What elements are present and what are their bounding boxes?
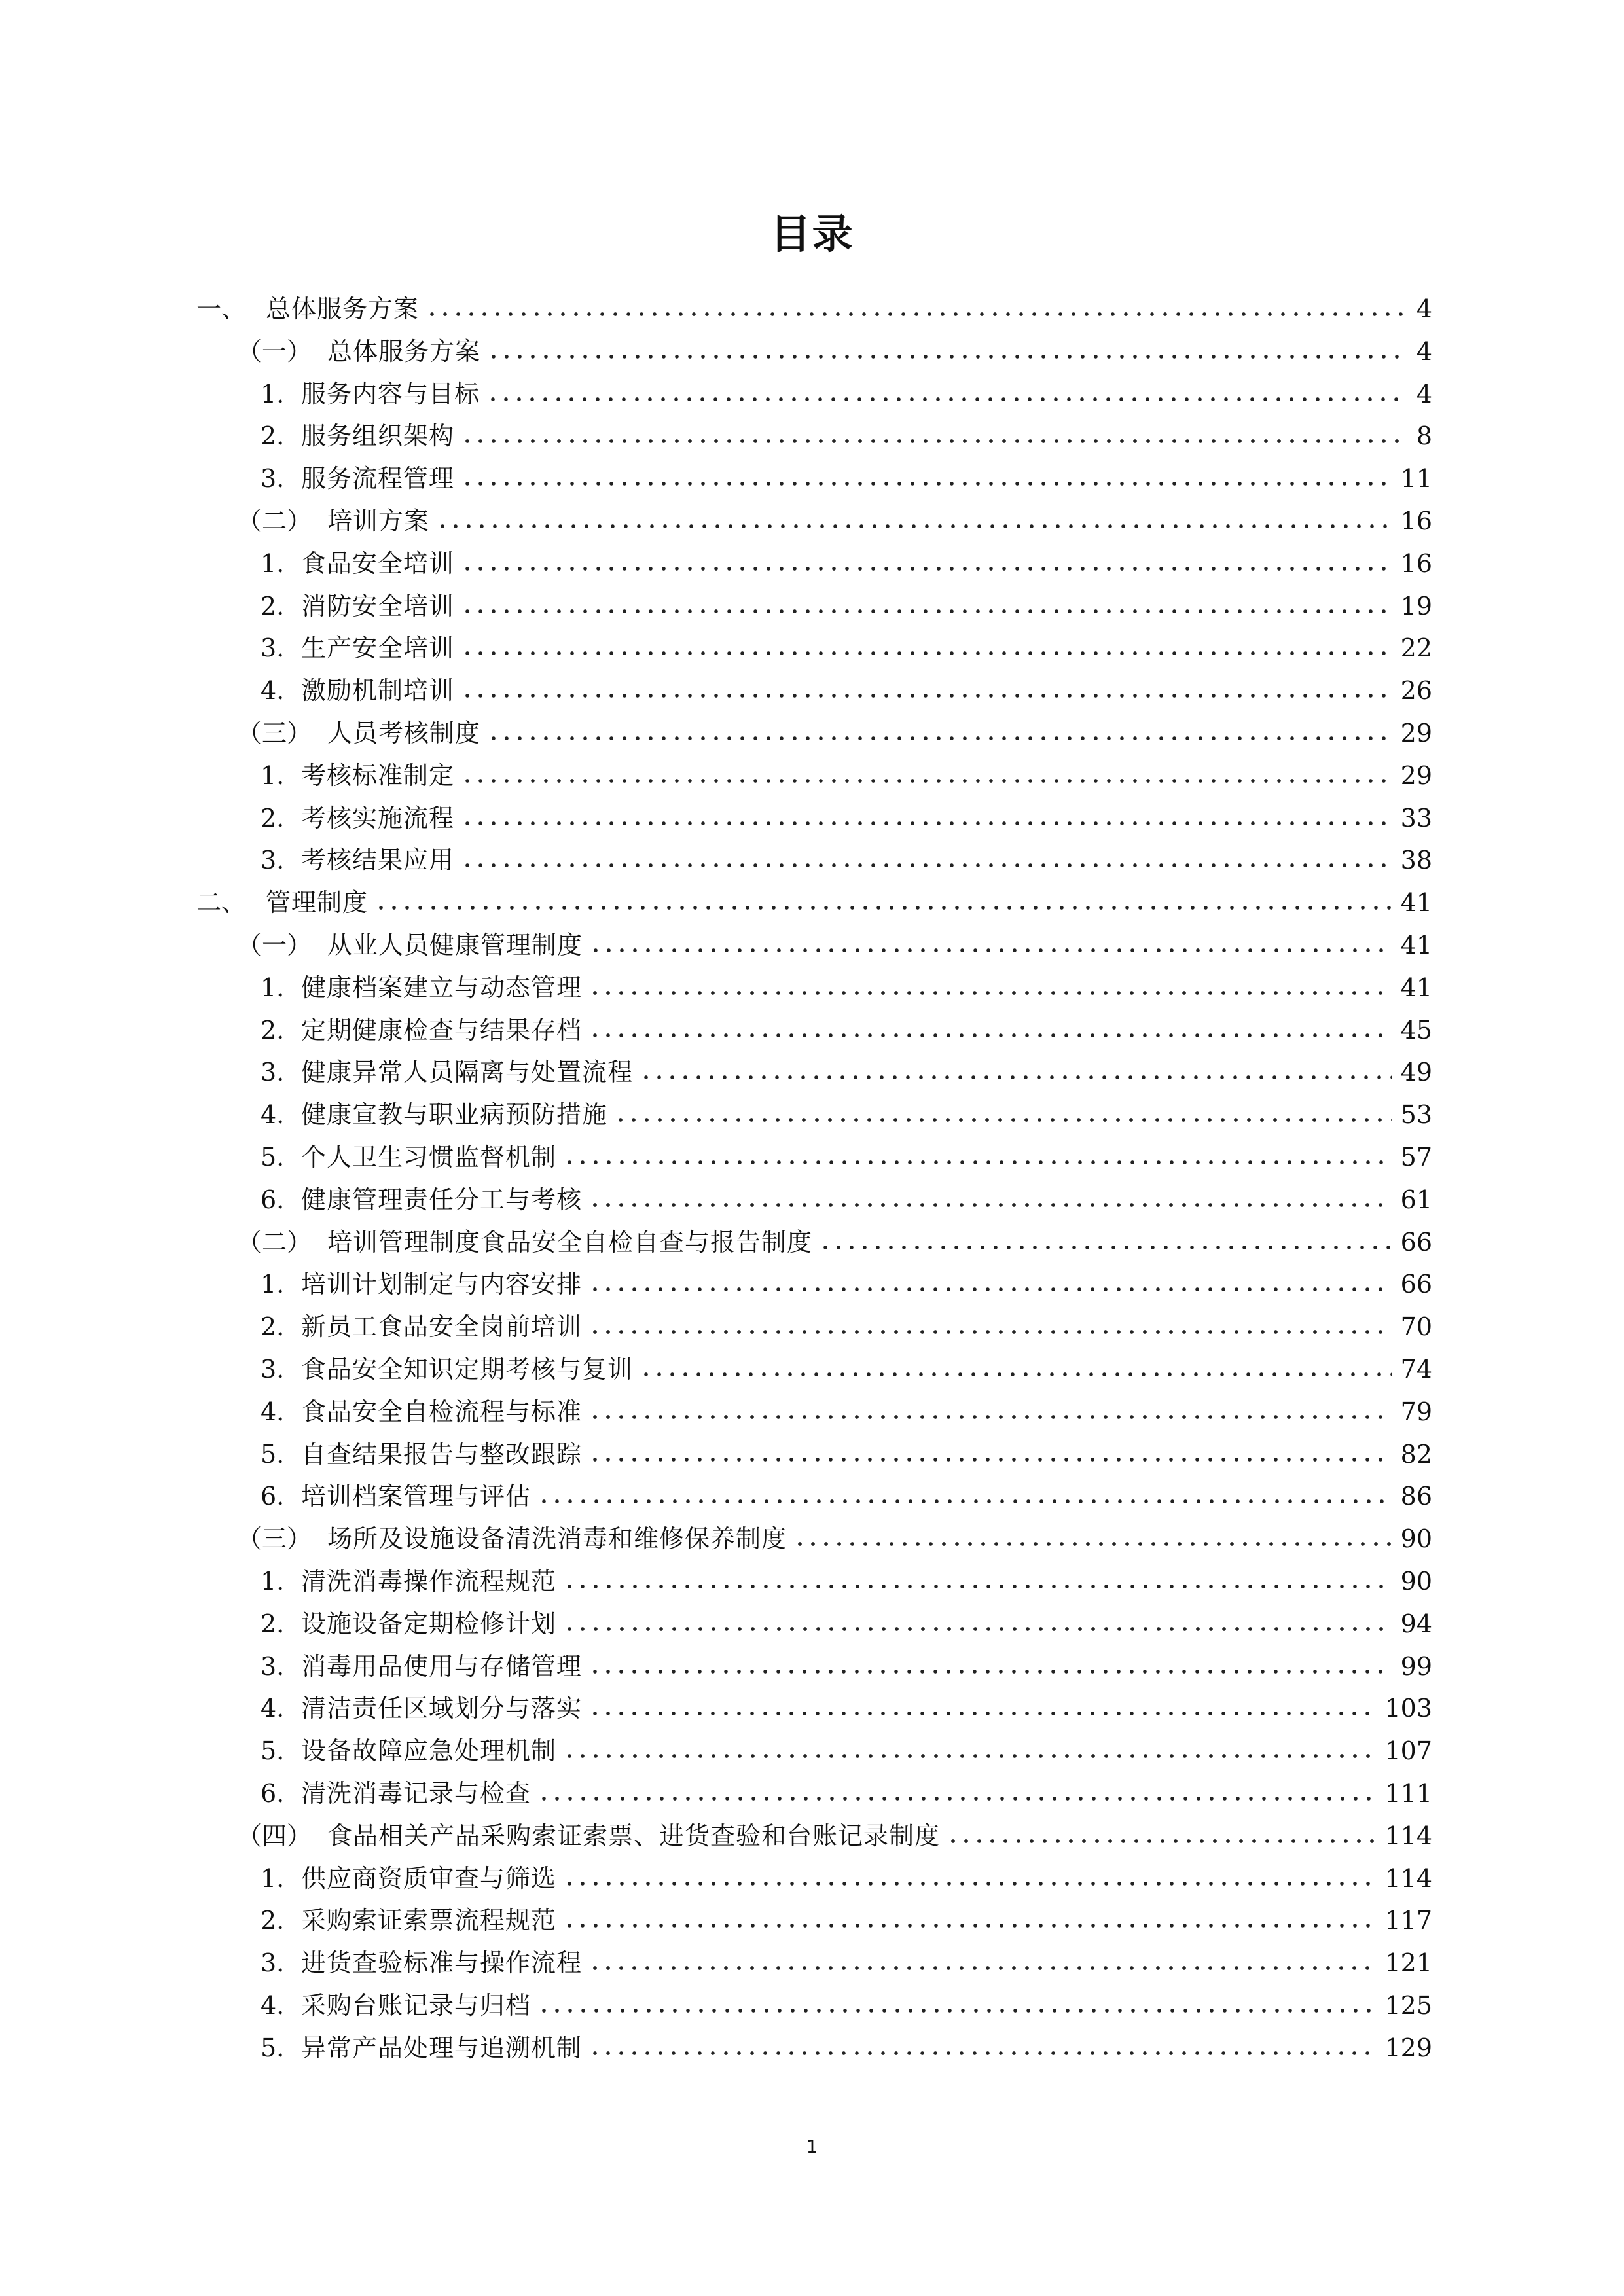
toc-entry[interactable] bbox=[261, 580, 1432, 622]
toc-entry-title: 健康档案建立与动态管理 bbox=[301, 973, 583, 1002]
toc-dot-leader bbox=[640, 1073, 1392, 1081]
toc-dot-leader bbox=[461, 861, 1392, 869]
toc-entry[interactable] bbox=[261, 1300, 1432, 1342]
toc-dot-leader bbox=[640, 1371, 1392, 1378]
toc-entry-page: 129 bbox=[1384, 2034, 1432, 2062]
toc-entry[interactable] bbox=[261, 1598, 1432, 1640]
toc-entry-title: 服务组织架构 bbox=[301, 422, 455, 450]
toc-entry-number: 6. bbox=[261, 1185, 285, 1214]
toc-entry-title: 健康异常人员隔离与处置流程 bbox=[301, 1058, 634, 1086]
toc-dot-leader bbox=[461, 480, 1392, 488]
toc-entry-page: 33 bbox=[1400, 804, 1432, 833]
toc-entry-page: 82 bbox=[1400, 1440, 1432, 1469]
toc-entry[interactable] bbox=[261, 1767, 1432, 1809]
toc-entry[interactable] bbox=[237, 919, 1432, 961]
toc-entry-number: （二） bbox=[237, 1228, 312, 1257]
toc-entry-number: 3. bbox=[261, 1652, 285, 1681]
toc-dot-leader bbox=[588, 1413, 1392, 1421]
toc-entry[interactable] bbox=[261, 622, 1432, 664]
toc-dot-leader bbox=[486, 395, 1407, 403]
toc-entry-number: 3. bbox=[261, 1058, 285, 1086]
toc-entry-page: 117 bbox=[1384, 1906, 1432, 1935]
toc-entry[interactable] bbox=[261, 1937, 1432, 1979]
toc-dot-leader bbox=[588, 1201, 1392, 1209]
toc-entry-title: 消毒用品使用与存储管理 bbox=[301, 1652, 583, 1681]
toc-entry-page: 74 bbox=[1400, 1355, 1432, 1384]
toc-entry-page: 4 bbox=[1416, 337, 1432, 366]
toc-entry-title: 培训计划制定与内容安排 bbox=[301, 1270, 583, 1299]
toc-entry-title: 异常产品处理与追溯机制 bbox=[301, 2034, 583, 2062]
toc-dot-leader bbox=[588, 1328, 1392, 1336]
toc-entry[interactable] bbox=[261, 961, 1432, 1003]
toc-entry-title: 服务内容与目标 bbox=[301, 380, 480, 408]
toc-entry-page: 125 bbox=[1384, 1991, 1432, 2020]
toc-entry-page: 107 bbox=[1384, 1736, 1432, 1765]
toc-entry-page: 29 bbox=[1400, 719, 1432, 747]
toc-entry-page: 61 bbox=[1400, 1185, 1432, 1214]
toc-entry-title: 定期健康检查与结果存档 bbox=[301, 1016, 583, 1045]
toc-dot-leader bbox=[819, 1244, 1392, 1251]
toc-entry-page: 90 bbox=[1400, 1524, 1432, 1553]
toc-entry-page: 41 bbox=[1400, 888, 1432, 917]
toc-entry-title: 供应商资质审查与筛选 bbox=[301, 1864, 557, 1893]
toc-entry-title: 服务流程管理 bbox=[301, 464, 455, 493]
toc-dot-leader bbox=[461, 607, 1392, 615]
toc-entry-number: 2. bbox=[261, 804, 285, 833]
toc-entry-number: 6. bbox=[261, 1482, 285, 1511]
toc-entry-page: 4 bbox=[1416, 380, 1432, 408]
toc-entry-title: 考核实施流程 bbox=[301, 804, 455, 833]
toc-entry[interactable] bbox=[261, 1979, 1432, 2021]
toc-entry-number: （一） bbox=[237, 337, 312, 366]
toc-entry-page: 45 bbox=[1400, 1016, 1432, 1045]
toc-entry[interactable] bbox=[261, 792, 1432, 834]
toc-dot-leader bbox=[436, 522, 1392, 530]
toc-entry-page: 41 bbox=[1400, 931, 1432, 960]
toc-entry-title: 生产安全培训 bbox=[301, 634, 455, 662]
toc-entry-number: 1. bbox=[261, 1567, 285, 1596]
toc-entry[interactable] bbox=[237, 1216, 1432, 1258]
toc-entry[interactable] bbox=[237, 325, 1432, 367]
toc-entry-number: （一） bbox=[237, 931, 312, 960]
toc-dot-leader bbox=[461, 649, 1392, 657]
toc-entry-number: （三） bbox=[237, 719, 312, 747]
toc-entry[interactable] bbox=[261, 749, 1432, 791]
toc-entry-title: 自查结果报告与整改跟踪 bbox=[301, 1440, 583, 1469]
toc-entry-title: 总体服务方案 bbox=[266, 295, 420, 323]
toc-entry-page: 16 bbox=[1400, 549, 1432, 578]
toc-entry-page: 66 bbox=[1400, 1270, 1432, 1299]
toc-entry-page: 70 bbox=[1400, 1312, 1432, 1341]
toc-entry-number: 3. bbox=[261, 1948, 285, 1977]
toc-entry-number: 4. bbox=[261, 1694, 285, 1723]
toc-entry-number: 5. bbox=[261, 1440, 285, 1469]
toc-entry[interactable] bbox=[261, 1046, 1432, 1088]
toc-dot-leader bbox=[461, 777, 1392, 785]
toc-entry-number: 1. bbox=[261, 1270, 285, 1299]
toc-entry-title: 进货查验标准与操作流程 bbox=[301, 1948, 583, 1977]
toc-entry-page: 111 bbox=[1384, 1779, 1432, 1808]
toc-entry[interactable] bbox=[261, 410, 1432, 452]
toc-dot-leader bbox=[614, 1116, 1392, 1124]
toc-entry-page: 19 bbox=[1400, 592, 1432, 620]
toc-entry-title: 从业人员健康管理制度 bbox=[327, 931, 583, 960]
toc-dot-leader bbox=[537, 1795, 1375, 1803]
toc-entry-title: 设备故障应急处理机制 bbox=[301, 1736, 557, 1765]
toc-entry[interactable] bbox=[261, 1852, 1432, 1894]
toc-entry-number: 4. bbox=[261, 1991, 285, 2020]
toc-entry[interactable] bbox=[261, 1258, 1432, 1300]
toc-dot-leader bbox=[537, 2007, 1375, 2015]
toc-dot-leader bbox=[563, 1625, 1392, 1633]
toc-entry[interactable] bbox=[261, 1555, 1432, 1597]
toc-entry-title: 清洁责任区域划分与落实 bbox=[301, 1694, 583, 1723]
toc-entry-page: 29 bbox=[1400, 761, 1432, 790]
page-number: 1 bbox=[806, 2136, 818, 2157]
toc-entry-page: 11 bbox=[1400, 464, 1432, 493]
toc-entry[interactable] bbox=[261, 1131, 1432, 1173]
toc-dot-leader bbox=[588, 1456, 1392, 1463]
toc-entry-title: 考核结果应用 bbox=[301, 846, 455, 874]
toc-dot-leader bbox=[374, 904, 1392, 912]
toc-dot-leader bbox=[563, 1158, 1392, 1166]
toc-entry-page: 57 bbox=[1400, 1143, 1432, 1172]
toc-dot-leader bbox=[947, 1837, 1375, 1845]
toc-entry-page: 22 bbox=[1400, 634, 1432, 662]
toc-entry-page: 114 bbox=[1384, 1864, 1432, 1893]
toc-entry-page: 53 bbox=[1400, 1100, 1432, 1129]
toc-entry[interactable] bbox=[261, 1428, 1432, 1470]
toc-entry-number: 5. bbox=[261, 1143, 285, 1172]
toc-dot-leader bbox=[563, 1583, 1392, 1590]
toc-entry-page: 49 bbox=[1400, 1058, 1432, 1086]
toc-entry[interactable] bbox=[261, 1343, 1432, 1385]
toc-entry-number: 1. bbox=[261, 549, 285, 578]
toc-entry[interactable] bbox=[196, 283, 1432, 325]
toc-entry-page: 121 bbox=[1384, 1948, 1432, 1977]
toc-entry-number: 1. bbox=[261, 1864, 285, 1893]
toc-entry-number: 一、 bbox=[196, 295, 247, 323]
toc-entry-number: （二） bbox=[237, 507, 312, 535]
toc-entry-number: 3. bbox=[261, 634, 285, 662]
toc-entry[interactable] bbox=[237, 1513, 1432, 1554]
toc-dot-leader bbox=[588, 1710, 1375, 1717]
toc-entry-title: 健康宣教与职业病预防措施 bbox=[301, 1100, 608, 1129]
toc-entry[interactable] bbox=[261, 1725, 1432, 1767]
toc-entry-page: 103 bbox=[1384, 1694, 1432, 1723]
toc-entry-number: 2. bbox=[261, 422, 285, 450]
toc-entry-number: 4. bbox=[261, 1397, 285, 1426]
toc-entry-title: 食品安全培训 bbox=[301, 549, 455, 578]
toc-entry-title: 设施设备定期检修计划 bbox=[301, 1609, 557, 1638]
toc-dot-leader bbox=[461, 692, 1392, 700]
toc-dot-leader bbox=[537, 1498, 1392, 1505]
page-title: 目录 bbox=[770, 210, 854, 258]
toc-entry-title: 清洗消毒操作流程规范 bbox=[301, 1567, 557, 1596]
toc-entry-title: 考核标准制定 bbox=[301, 761, 455, 790]
toc-entry-title: 管理制度 bbox=[266, 888, 369, 917]
toc-entry-title: 人员考核制度 bbox=[327, 719, 481, 747]
toc-entry-page: 8 bbox=[1416, 422, 1432, 450]
toc-entry-title: 场所及设施设备清洗消毒和维修保养制度 bbox=[327, 1524, 787, 1553]
toc-dot-leader bbox=[487, 734, 1392, 742]
toc-entry-page: 114 bbox=[1384, 1821, 1432, 1850]
toc-dot-leader bbox=[461, 437, 1407, 445]
toc-entry-page: 66 bbox=[1400, 1228, 1432, 1257]
toc-entry[interactable] bbox=[261, 368, 1432, 410]
toc-dot-leader bbox=[588, 1964, 1375, 1972]
toc-entry-title: 食品相关产品采购索证索票、进货查验和台账记录制度 bbox=[327, 1821, 941, 1850]
toc-dot-leader bbox=[588, 1668, 1392, 1676]
toc-dot-leader bbox=[588, 1031, 1392, 1039]
toc-entry-title: 个人卫生习惯监督机制 bbox=[301, 1143, 557, 1172]
toc-entry-title: 消防安全培训 bbox=[301, 592, 455, 620]
toc-entry-title: 食品安全知识定期考核与复训 bbox=[301, 1355, 634, 1384]
toc-dot-leader bbox=[563, 1922, 1375, 1929]
toc-entry-page: 79 bbox=[1400, 1397, 1432, 1426]
toc-entry-number: （四） bbox=[237, 1821, 312, 1850]
toc-entry[interactable] bbox=[196, 876, 1432, 918]
toc-entry[interactable] bbox=[261, 1640, 1432, 1682]
toc-dot-leader bbox=[461, 819, 1392, 827]
toc-entry-page: 4 bbox=[1416, 295, 1432, 323]
toc-entry-title: 激励机制培训 bbox=[301, 676, 455, 705]
toc-entry-number: 3. bbox=[261, 846, 285, 874]
toc-dot-leader bbox=[487, 353, 1407, 361]
toc-entry-title: 采购索证索票流程规范 bbox=[301, 1906, 557, 1935]
toc-entry-page: 90 bbox=[1400, 1567, 1432, 1596]
toc-dot-leader bbox=[563, 1880, 1375, 1888]
toc-entry-title: 总体服务方案 bbox=[327, 337, 481, 366]
toc-entry-number: 2. bbox=[261, 1906, 285, 1935]
toc-entry-number: 2. bbox=[261, 1609, 285, 1638]
toc-entry-page: 38 bbox=[1400, 846, 1432, 874]
toc-entry-number: 1. bbox=[261, 973, 285, 1002]
toc-entry[interactable] bbox=[237, 495, 1432, 537]
toc-entry-page: 99 bbox=[1400, 1652, 1432, 1681]
toc-entry-number: 4. bbox=[261, 1100, 285, 1129]
toc-entry-number: 二、 bbox=[196, 888, 247, 917]
toc-entry-number: 3. bbox=[261, 1355, 285, 1384]
toc-entry[interactable] bbox=[261, 452, 1432, 494]
toc-entry[interactable] bbox=[261, 1470, 1432, 1512]
toc-entry-number: 5. bbox=[261, 1736, 285, 1765]
toc-entry[interactable] bbox=[237, 1810, 1432, 1852]
toc-entry[interactable] bbox=[261, 1894, 1432, 1936]
toc-entry[interactable] bbox=[261, 2022, 1432, 2064]
toc-entry-title: 培训方案 bbox=[327, 507, 430, 535]
toc-entry[interactable] bbox=[261, 834, 1432, 876]
toc-dot-leader bbox=[588, 989, 1392, 997]
toc-dot-leader bbox=[588, 2049, 1375, 2057]
toc-entry[interactable] bbox=[261, 1682, 1432, 1724]
toc-entry[interactable] bbox=[261, 1088, 1432, 1130]
toc-entry-number: 1. bbox=[261, 380, 285, 408]
toc-entry-number: 3. bbox=[261, 464, 285, 493]
toc-entry-title: 培训档案管理与评估 bbox=[301, 1482, 532, 1511]
toc-entry-number: 1. bbox=[261, 761, 285, 790]
toc-entry-page: 26 bbox=[1400, 676, 1432, 705]
toc-entry-number: 2. bbox=[261, 1312, 285, 1341]
toc-entry-title: 采购台账记录与归档 bbox=[301, 1991, 532, 2020]
toc-dot-leader bbox=[425, 310, 1407, 318]
toc-dot-leader bbox=[461, 565, 1392, 573]
toc-entry-page: 16 bbox=[1400, 507, 1432, 535]
toc-dot-leader bbox=[563, 1752, 1375, 1760]
toc-entry[interactable] bbox=[237, 707, 1432, 749]
toc-entry-number: 6. bbox=[261, 1779, 285, 1808]
toc-entry-title: 健康管理责任分工与考核 bbox=[301, 1185, 583, 1214]
toc-entry-title: 食品安全自检流程与标准 bbox=[301, 1397, 583, 1426]
toc-entry-number: 2. bbox=[261, 1016, 285, 1045]
toc-entry[interactable] bbox=[261, 1004, 1432, 1046]
toc-entry-number: 5. bbox=[261, 2034, 285, 2062]
toc-entry-page: 41 bbox=[1400, 973, 1432, 1002]
toc-entry-page: 86 bbox=[1400, 1482, 1432, 1511]
toc-entry-title: 培训管理制度食品安全自检自查与报告制度 bbox=[327, 1228, 813, 1257]
toc-entry-number: 4. bbox=[261, 676, 285, 705]
toc-entry-title: 新员工食品安全岗前培训 bbox=[301, 1312, 583, 1341]
toc-dot-leader bbox=[793, 1540, 1392, 1548]
toc-entry-number: （三） bbox=[237, 1524, 312, 1553]
toc-dot-leader bbox=[589, 946, 1392, 954]
toc-entry-title: 清洗消毒记录与检查 bbox=[301, 1779, 532, 1808]
toc-entry[interactable] bbox=[261, 537, 1432, 579]
toc-entry[interactable] bbox=[261, 664, 1432, 706]
toc-entry[interactable] bbox=[261, 1174, 1432, 1215]
toc-entry-number: 2. bbox=[261, 592, 285, 620]
toc-entry[interactable] bbox=[261, 1386, 1432, 1427]
toc-dot-leader bbox=[588, 1285, 1392, 1293]
toc-entry-page: 94 bbox=[1400, 1609, 1432, 1638]
